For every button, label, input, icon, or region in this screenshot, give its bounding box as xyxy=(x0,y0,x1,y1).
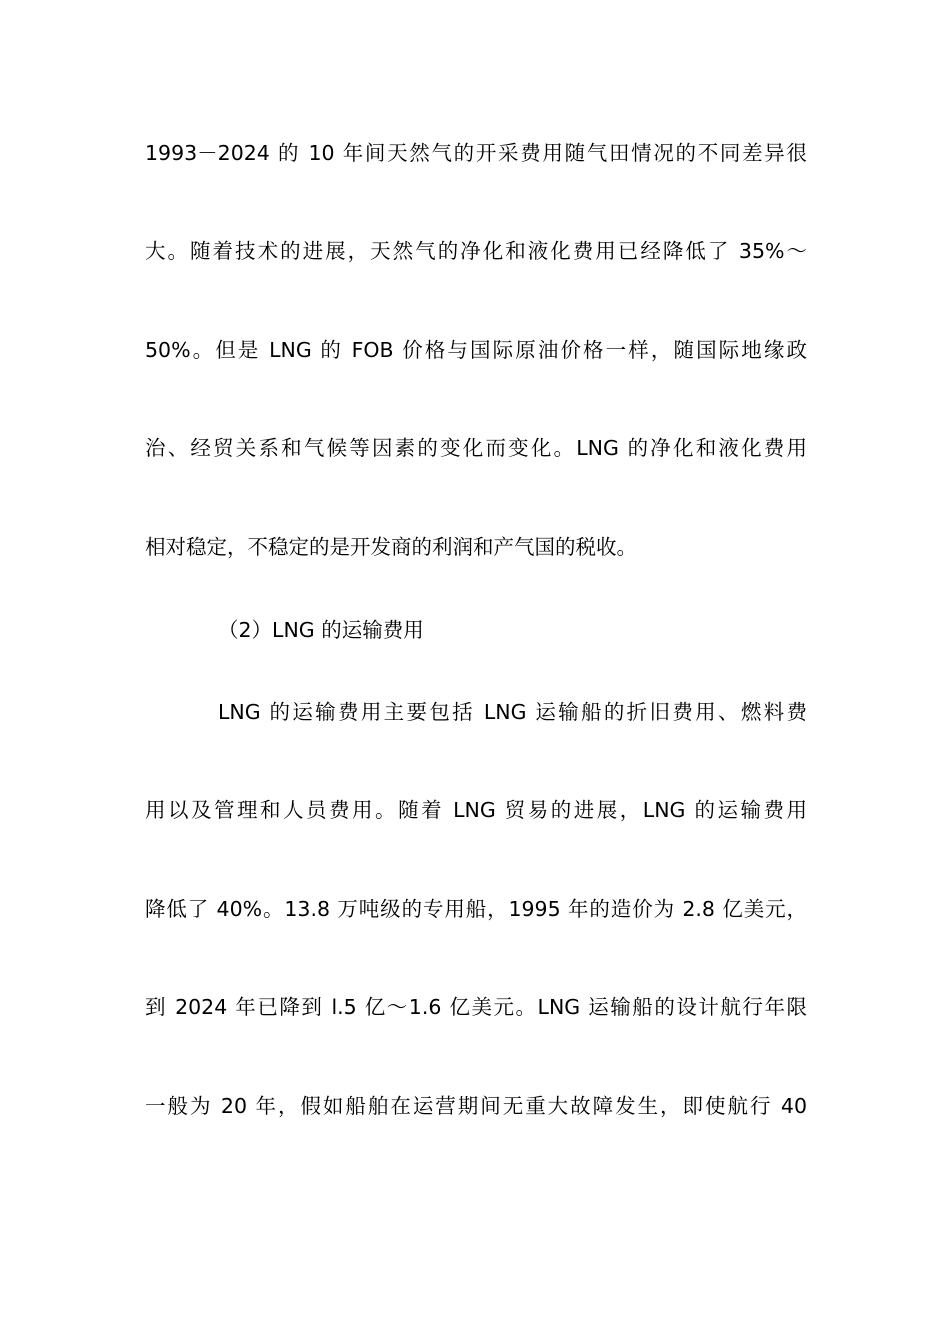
paragraph-line-6: LNG 的运输费用主要包括 LNG 运输船的折旧费用、燃料费 xyxy=(218,700,807,724)
paragraph-line-10: 一般为 20 年，假如船舶在运营期间无重大故障发生，即使航行 40 xyxy=(145,1094,807,1118)
paragraph-line-5: 相对稳定，不稳定的是开发商的利润和产气国的税收。 xyxy=(145,535,637,559)
paragraph-line-7: 用以及管理和人员费用。随着 LNG 贸易的进展，LNG 的运输费用 xyxy=(145,798,807,822)
paragraph-line-8: 降低了 40%。13.8 万吨级的专用船，1995 年的造价为 2.8 亿美元， xyxy=(145,897,807,921)
paragraph-line-9: 到 2024 年已降到 l.5 亿～1.6 亿美元。LNG 运输船的设计航行年限 xyxy=(145,995,807,1019)
paragraph-line-1: 1993－2024 的 10 年间天然气的开采费用随气田情况的不同差异很 xyxy=(145,141,807,165)
paragraph-line-2: 大。随着技术的进展，天然气的净化和液化费用已经降低了 35%～ xyxy=(145,239,807,263)
paragraph-line-3: 50%。但是 LNG 的 FOB 价格与国际原油价格一样，随国际地缘政 xyxy=(145,338,807,362)
section-heading: （2）LNG 的运输费用 xyxy=(218,618,424,642)
paragraph-line-4: 治、经贸关系和气候等因素的变化而变化。LNG 的净化和液化费用 xyxy=(145,436,807,460)
